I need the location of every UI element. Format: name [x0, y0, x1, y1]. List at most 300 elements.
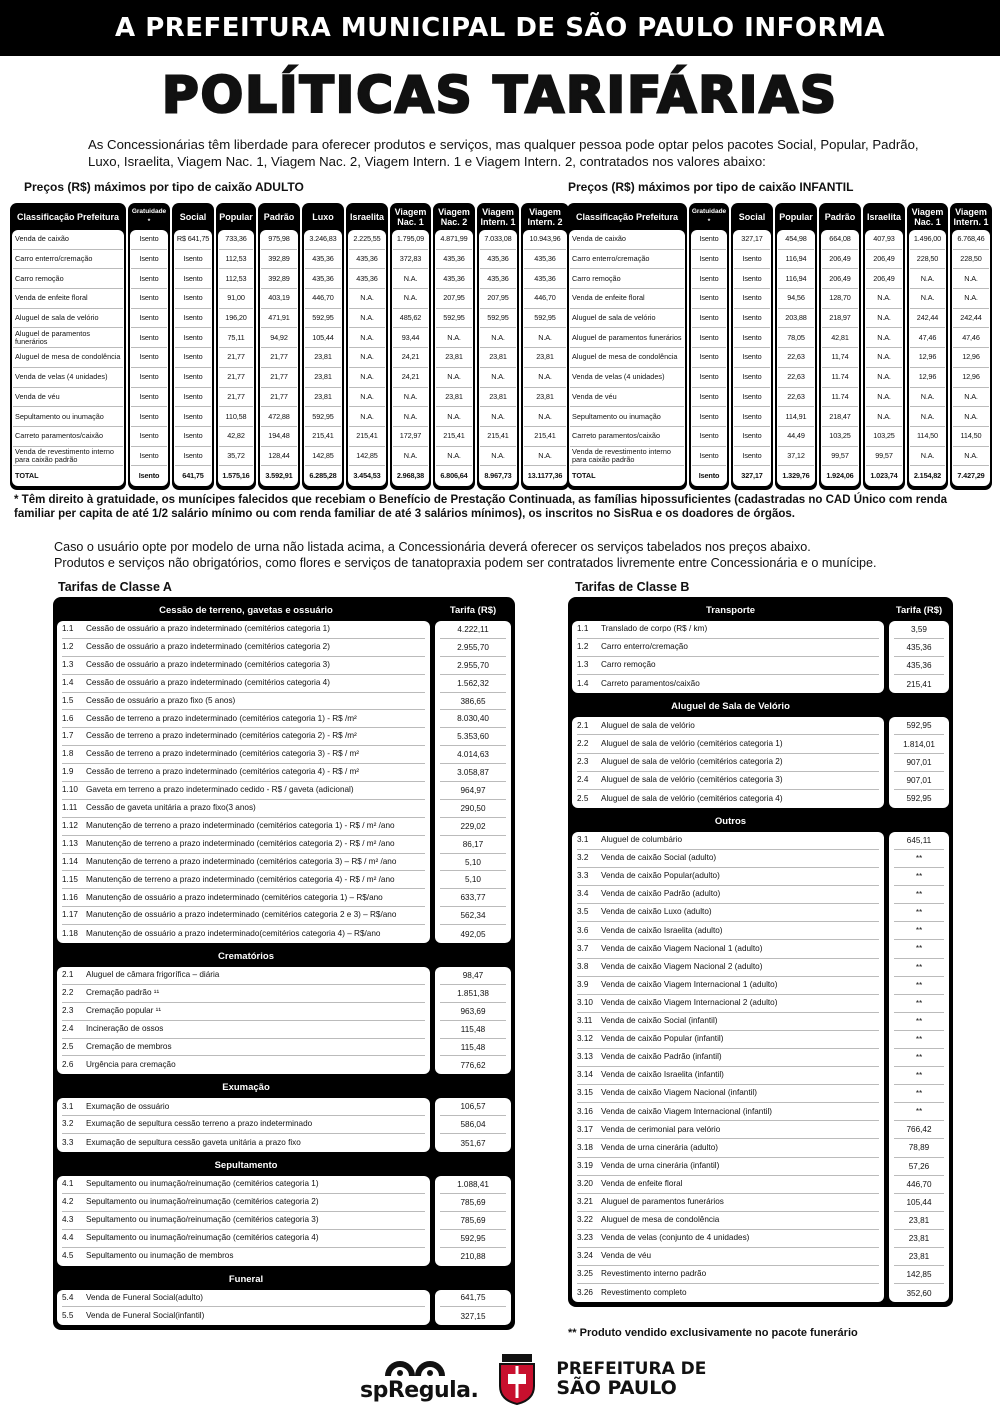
spregula-mark-icon	[384, 1356, 454, 1378]
tariff-row	[577, 1284, 879, 1302]
column-panel	[691, 230, 727, 486]
item-number: 2.1	[577, 720, 589, 730]
item-tariff: **	[894, 1067, 944, 1085]
class-b-title: Tarifas de Classe B	[575, 580, 690, 594]
row-label: Venda de enfeite floral	[570, 289, 684, 309]
tariff-section	[57, 946, 511, 1074]
table-cell: N.A.	[910, 289, 945, 309]
table-cell: 215,41	[480, 427, 516, 447]
table-column	[863, 203, 905, 490]
item-number: 5.5	[62, 1311, 74, 1321]
table-cell: N.A.	[953, 269, 989, 289]
table-cell: N.A.	[866, 368, 902, 388]
table-cell: Isento	[692, 388, 726, 408]
prefeitura-line-1: PREFEITURA DE	[556, 1359, 707, 1379]
section-body	[572, 621, 949, 693]
tarifa-header: Tarifa (R$)	[449, 605, 497, 616]
notice-line-2: Produtos e serviços não obrigatórios, como flores e serviços de tanatopraxia podem ser contratados livremente entre Concessionária e o munícipe.	[54, 555, 877, 570]
table-cell: Isento	[734, 447, 770, 467]
item-tariff: 785,69	[440, 1194, 506, 1212]
table-cell: Isento	[698, 471, 720, 481]
section-title: Outros	[714, 815, 747, 827]
tariff-row	[577, 868, 879, 886]
item-description: Cessão de ossuário a prazo indeterminado (cemitérios categoria 3)	[86, 659, 330, 669]
table-cell: N.A.	[436, 407, 472, 427]
exclusive-package-footnote: ** Produto vendido exclusivamente no pacote funerário	[568, 1327, 858, 1339]
table-cell: 94,92	[261, 328, 297, 348]
value-panel	[889, 717, 949, 807]
prefeitura-line-2: SÃO PAULO	[556, 1377, 677, 1399]
description-panel	[572, 717, 884, 807]
item-description: Cessão de ossuário a prazo indeterminado (cemitérios categoria 1)	[86, 624, 330, 634]
item-description: Venda de caixão Viagem Internacional (infantil)	[601, 1106, 772, 1116]
table-cell: 23,81	[524, 348, 566, 368]
column-panel	[865, 230, 903, 486]
notice-line-1: Caso o usuário opte por modelo de urna não listada acima, a Concessionária deverá oferecer os serviços tabelados nos preços abaixo.	[54, 540, 811, 554]
tariff-row	[577, 1194, 879, 1212]
tariff-row	[62, 836, 425, 854]
table-cell: N.A.	[953, 289, 989, 309]
item-description: Exumação de sepultura cessão terreno a prazo indeterminado	[86, 1119, 313, 1129]
tariff-row	[577, 717, 879, 735]
item-description: Aluguel de sala de velório (cemitérios categoria 3)	[601, 774, 783, 784]
table-cell: 75,11	[219, 328, 253, 348]
tariff-row	[62, 728, 425, 746]
item-description: Aluguel de mesa de condolência	[601, 1215, 720, 1225]
table-cell: 435,36	[524, 269, 566, 289]
item-number: 2.3	[577, 756, 589, 766]
tariff-row	[62, 1021, 425, 1039]
row-label: Aluguel de mesa de condolência	[13, 348, 123, 368]
table-cell: 6.768,46	[953, 230, 989, 250]
table-cell: 24,21	[393, 348, 428, 368]
value-panel	[435, 1098, 511, 1152]
item-tariff: 776,62	[460, 1060, 486, 1070]
tarifa-header: Tarifa (R$)	[895, 605, 943, 616]
tariff-section	[572, 811, 949, 1302]
row-label: Venda de revestimento interno para caixão padrão	[13, 447, 123, 467]
item-description: Venda de caixão Padrão (infantil)	[601, 1052, 722, 1062]
item-tariff: 592,95	[894, 717, 944, 735]
item-number: 1.1	[577, 624, 589, 634]
table-column	[731, 203, 773, 490]
tariff-row	[62, 1176, 425, 1194]
row-label: TOTAL	[572, 471, 596, 481]
tariff-row	[577, 922, 879, 940]
item-description: Manutenção de terreno a prazo indeterminado (cemitérios categoria 1) - R$ / m² /ano	[86, 820, 395, 830]
item-number: 1.12	[62, 820, 78, 830]
table-cell: 23,81	[480, 388, 516, 408]
tariff-row	[62, 621, 425, 639]
row-label: Carreto paramentos/caixão	[13, 427, 123, 447]
section-header	[57, 946, 511, 967]
item-number: 3.7	[577, 943, 589, 953]
table-cell: 11.74	[822, 388, 858, 408]
column-panel	[174, 230, 212, 486]
item-number: 3.6	[577, 925, 589, 935]
item-number: 3.9	[577, 979, 589, 989]
section-body	[57, 621, 511, 943]
table-cell: N.A.	[866, 309, 902, 329]
table-cell: 6.806,64	[440, 471, 468, 481]
description-panel	[572, 621, 884, 693]
table-cell: Isento	[131, 407, 167, 427]
table-cell: 10.943,96	[524, 230, 566, 250]
item-tariff: 641,75	[440, 1290, 506, 1308]
value-panel	[435, 967, 511, 1074]
item-number: 5.4	[62, 1292, 74, 1302]
row-label: Aluguel de mesa de condolência	[570, 348, 684, 368]
table-column	[521, 203, 569, 490]
row-label: Venda de caixão	[13, 230, 123, 250]
adult-price-table	[10, 203, 569, 490]
table-cell: 228,50	[953, 250, 989, 270]
table-cell: Isento	[131, 368, 167, 388]
table-cell: 91,00	[219, 289, 253, 309]
table-cell: 975,98	[261, 230, 297, 250]
table-cell: N.A.	[349, 348, 385, 368]
item-number: 1.15	[62, 874, 78, 884]
table-cell: 112,53	[219, 269, 253, 289]
table-cell: Isento	[175, 427, 211, 447]
column-panel	[304, 230, 342, 486]
table-cell: 47,46	[953, 328, 989, 348]
item-description: Venda de caixão Social (infantil)	[601, 1016, 718, 1026]
item-description: Cessão de ossuário a prazo fixo (5 anos)	[86, 695, 236, 705]
item-description: Aluguel de sala de velório (cemitérios categoria 1)	[601, 738, 783, 748]
table-cell: 94,56	[778, 289, 814, 309]
item-tariff: 633,77	[440, 889, 506, 907]
table-cell: 12,96	[953, 348, 989, 368]
row-label: Venda de caixão	[570, 230, 684, 250]
description-panel	[572, 832, 884, 1302]
table-cell: Isento	[734, 309, 770, 329]
value-panel	[435, 1290, 511, 1326]
table-cell: Isento	[131, 328, 167, 348]
item-tariff: 1.814,01	[894, 735, 944, 753]
item-tariff: 210,88	[460, 1252, 486, 1262]
child-table-label: Preços (R$) máximos por tipo de caixão INFANTIL	[568, 180, 854, 194]
table-cell: 435,36	[436, 250, 472, 270]
tariff-row	[62, 1003, 425, 1021]
item-description: Gaveta em terreno a prazo indeterminado cedido - R$ / gaveta (adicional)	[86, 785, 354, 795]
section-title: Exumação	[222, 1082, 270, 1094]
table-cell: N.A.	[953, 447, 989, 467]
coat-of-arms-icon	[496, 1352, 538, 1406]
table-cell: 1.023,74	[870, 471, 898, 481]
tariff-row	[62, 710, 425, 728]
item-number: 3.4	[577, 889, 589, 899]
item-tariff: 446,70	[894, 1176, 944, 1194]
item-number: 1.8	[62, 749, 74, 759]
item-number: 3.23	[577, 1233, 593, 1243]
table-column	[216, 203, 256, 490]
column-header: Viagem Intern. 1	[480, 206, 516, 227]
item-number: 3.22	[577, 1215, 593, 1225]
section-header	[572, 696, 949, 717]
item-tariff: **	[894, 940, 944, 958]
item-number: 3.15	[577, 1088, 593, 1098]
table-cell: 435,36	[524, 250, 566, 270]
tariff-row	[62, 985, 425, 1003]
row-label: Venda de revestimento interno para caixão padrão	[570, 447, 684, 467]
item-tariff: **	[894, 904, 944, 922]
table-cell: 23,81	[480, 348, 516, 368]
table-cell: 23,81	[305, 368, 341, 388]
item-number: 3.17	[577, 1124, 593, 1134]
section-title: Funeral	[228, 1273, 264, 1285]
tariff-row	[577, 1176, 879, 1194]
item-number: 1.11	[62, 803, 78, 813]
table-cell: 78,05	[778, 328, 814, 348]
item-number: 3.11	[577, 1016, 593, 1026]
table-column	[907, 203, 948, 490]
item-description: Carreto paramentos/caixão	[601, 679, 700, 689]
table-cell: N.A.	[349, 407, 385, 427]
table-column	[258, 203, 300, 490]
table-cell: Isento	[131, 250, 167, 270]
table-cell: 12,96	[910, 348, 945, 368]
gratuity-footnote: * Têm direito à gratuidade, os munícipes falecidos que recebiam o Benefício de Prestação Continuada, as famílias hipossuficientes (cadastradas no CAD Único com renda familiar per capita de até 1/2 salário mínimo ou com renda familiar de até 3 salários mínimos), os inscritos no SisRua e os doadores de órgãos.	[14, 494, 948, 520]
description-panel	[57, 967, 430, 1074]
table-column	[567, 203, 687, 490]
table-cell: N.A.	[393, 388, 428, 408]
section-title: Crematórios	[218, 951, 274, 963]
item-description: Manutenção de ossuário a prazo indeterminado(cemitérios categoria 4) – R$/ano	[86, 928, 381, 938]
table-cell: 11,74	[822, 348, 858, 368]
table-column	[689, 203, 729, 490]
item-number: 3.1	[577, 835, 589, 845]
item-tariff: 435,36	[894, 657, 944, 675]
table-cell: N.A.	[953, 388, 989, 408]
item-number: 3.2	[577, 853, 589, 863]
table-cell: 207,95	[480, 289, 516, 309]
item-number: 2.5	[577, 793, 589, 803]
item-number: 1.18	[62, 928, 78, 938]
table-cell: 2.154,82	[913, 471, 942, 481]
item-description: Venda de caixão Popular (infantil)	[601, 1034, 724, 1044]
item-description: Aluguel de sala de velório	[601, 720, 695, 730]
item-number: 2.5	[62, 1041, 74, 1051]
prefeitura-logo-text	[556, 1360, 706, 1398]
item-tariff: 592,95	[440, 1230, 506, 1248]
item-tariff: 352,60	[906, 1288, 932, 1298]
item-tariff: 386,65	[440, 693, 506, 711]
table-cell: 21,77	[219, 368, 253, 388]
item-description: Cessão de terreno a prazo indeterminado (cemitérios categoria 1) - R$ /m²	[86, 713, 357, 723]
item-description: Revestimento interno padrão	[601, 1269, 707, 1279]
table-cell: Isento	[175, 250, 211, 270]
table-cell: 13.1177,36	[527, 471, 563, 481]
adult-table-label: Preços (R$) máximos por tipo de caixão ADULTO	[24, 180, 304, 194]
item-description: Manutenção de terreno a prazo indeterminado (cemitérios categoria 4) - R$ / m² /ano	[86, 874, 395, 884]
table-cell: 435,36	[305, 269, 341, 289]
table-cell: 8.967,73	[484, 471, 512, 481]
tariff-row	[62, 1290, 425, 1308]
item-number: 1.7	[62, 731, 74, 741]
table-cell: Isento	[175, 328, 211, 348]
item-tariff: 115,48	[440, 1039, 506, 1057]
table-cell: 21,77	[219, 348, 253, 368]
section-header	[57, 1269, 511, 1290]
table-column	[302, 203, 344, 490]
tariff-row	[577, 1085, 879, 1103]
tariff-row	[577, 1248, 879, 1266]
item-tariff: 3,59	[894, 621, 944, 639]
tariff-section	[57, 1269, 511, 1326]
table-column	[390, 203, 431, 490]
item-number: 1.16	[62, 892, 78, 902]
item-description: Translado de corpo (R$ / km)	[601, 624, 708, 634]
row-label: Carreto paramentos/caixão	[570, 427, 684, 447]
table-cell: Isento	[175, 368, 211, 388]
tariff-row	[62, 871, 425, 889]
item-tariff: 23,81	[894, 1212, 944, 1230]
item-tariff: **	[894, 1085, 944, 1103]
table-cell: 435,36	[436, 269, 472, 289]
item-description: Sepultamento ou inumação/reinumação (cemitérios categoria 4)	[86, 1232, 319, 1242]
item-number: 1.2	[577, 642, 589, 652]
table-column	[10, 203, 126, 490]
table-cell: 23,81	[524, 388, 566, 408]
tariff-row	[62, 1230, 425, 1248]
item-description: Venda de caixão Luxo (adulto)	[601, 907, 712, 917]
table-cell: 11.74	[822, 368, 858, 388]
item-number: 4.4	[62, 1232, 74, 1242]
table-cell: Isento	[131, 388, 167, 408]
table-cell: 592,95	[436, 309, 472, 329]
table-cell: 172,97	[393, 427, 428, 447]
table-cell: N.A.	[910, 388, 945, 408]
tariff-row	[62, 1134, 425, 1152]
table-cell: 471,91	[261, 309, 297, 329]
table-cell: 114,50	[910, 427, 945, 447]
item-number: 3.3	[62, 1137, 74, 1147]
table-cell: N.A.	[866, 407, 902, 427]
table-cell: 592,95	[305, 407, 341, 427]
column-panel	[733, 230, 771, 486]
tariff-row	[577, 772, 879, 790]
row-label: Venda de véu	[13, 388, 123, 408]
item-tariff: 907,01	[894, 754, 944, 772]
item-description: Venda de caixão Viagem Nacional 2 (adulto)	[601, 961, 763, 971]
table-cell: N.A.	[393, 269, 428, 289]
tariff-row	[62, 800, 425, 818]
item-description: Cremação popular ¹¹	[86, 1005, 162, 1015]
tariff-row	[577, 1049, 879, 1067]
tariff-row	[577, 1067, 879, 1085]
item-number: 2.3	[62, 1005, 74, 1015]
item-tariff: 2.955,70	[440, 639, 506, 657]
table-cell: 22,63	[778, 368, 814, 388]
child-price-table	[567, 203, 992, 490]
item-number: 3.16	[577, 1106, 593, 1116]
item-description: Sepultamento ou inumação de membros	[86, 1251, 234, 1261]
item-tariff: 86,17	[440, 836, 506, 854]
table-cell: 403,19	[261, 289, 297, 309]
table-cell: 35,72	[219, 447, 253, 467]
tariff-row	[577, 1103, 879, 1121]
item-number: 3.13	[577, 1052, 593, 1062]
table-cell: 21,77	[261, 388, 297, 408]
table-cell: 114,91	[778, 407, 814, 427]
table-cell: Isento	[175, 388, 211, 408]
table-cell: 6.285,28	[309, 471, 337, 481]
tariff-row	[577, 1266, 879, 1284]
table-cell: 105,44	[305, 328, 341, 348]
table-cell: N.A.	[910, 269, 945, 289]
column-header: Viagem Intern. 1	[953, 206, 989, 227]
item-number: 3.5	[577, 907, 589, 917]
tariff-row	[577, 959, 879, 977]
table-cell: 1.496,00	[910, 230, 945, 250]
item-tariff: **	[894, 1103, 944, 1121]
tariff-row	[62, 1056, 425, 1074]
column-header: Viagem Intern. 2	[527, 206, 563, 227]
table-cell: 116,94	[778, 269, 814, 289]
table-cell: 242,44	[910, 309, 945, 329]
item-description: Venda de véu	[601, 1251, 652, 1261]
table-cell: 1.924,06	[826, 471, 854, 481]
table-cell: N.A.	[436, 368, 472, 388]
row-label: TOTAL	[15, 471, 39, 481]
item-tariff: 5,10	[440, 871, 506, 889]
table-cell: 37,12	[778, 447, 814, 467]
item-number: 3.1	[62, 1101, 74, 1111]
row-label: Sepultamento ou inumação	[13, 407, 123, 427]
table-cell: 435,36	[305, 250, 341, 270]
tariff-row	[577, 639, 879, 657]
section-body	[572, 717, 949, 807]
column-panel	[821, 230, 859, 486]
row-label: Aluguel de paramentos funerários	[570, 328, 684, 348]
tariff-row	[577, 754, 879, 772]
tariff-row	[62, 1116, 425, 1134]
table-cell: 215,41	[524, 427, 566, 447]
table-cell: Isento	[131, 427, 167, 447]
column-header: Social	[179, 211, 207, 222]
table-cell: 3.592,91	[265, 471, 293, 481]
table-cell: 23,81	[436, 388, 472, 408]
table-cell: 110,58	[219, 407, 253, 427]
item-number: 3.25	[577, 1269, 593, 1279]
table-cell: 23,81	[305, 388, 341, 408]
column-panel	[218, 230, 254, 486]
item-tariff: 98,47	[440, 967, 506, 985]
table-cell: 592,95	[305, 309, 341, 329]
tariff-row	[577, 735, 879, 753]
row-label: Aluguel de sala de velório	[570, 309, 684, 329]
row-label: Carro enterro/cremação	[570, 250, 684, 270]
table-cell: N.A.	[393, 407, 428, 427]
item-description: Cessão de ossuário a prazo indeterminado (cemitérios categoria 4)	[86, 677, 330, 687]
item-number: 1.4	[62, 677, 74, 687]
tariff-row	[577, 1230, 879, 1248]
table-cell: 215,41	[436, 427, 472, 447]
table-cell: N.A.	[480, 447, 516, 467]
item-number: 3.8	[577, 961, 589, 971]
item-tariff: 766,42	[894, 1121, 944, 1139]
table-cell: 142,85	[349, 447, 385, 467]
item-description: Venda de caixão Popular(adulto)	[601, 871, 720, 881]
column-panel	[435, 230, 473, 486]
tariff-section	[57, 1077, 511, 1152]
item-description: Sepultamento ou inumação/reinumação (cemitérios categoria 1)	[86, 1179, 319, 1189]
table-cell: 218,47	[822, 407, 858, 427]
item-description: Exumação de ossuário	[86, 1101, 170, 1111]
item-tariff: 1.562,32	[440, 675, 506, 693]
section-body	[572, 832, 949, 1302]
